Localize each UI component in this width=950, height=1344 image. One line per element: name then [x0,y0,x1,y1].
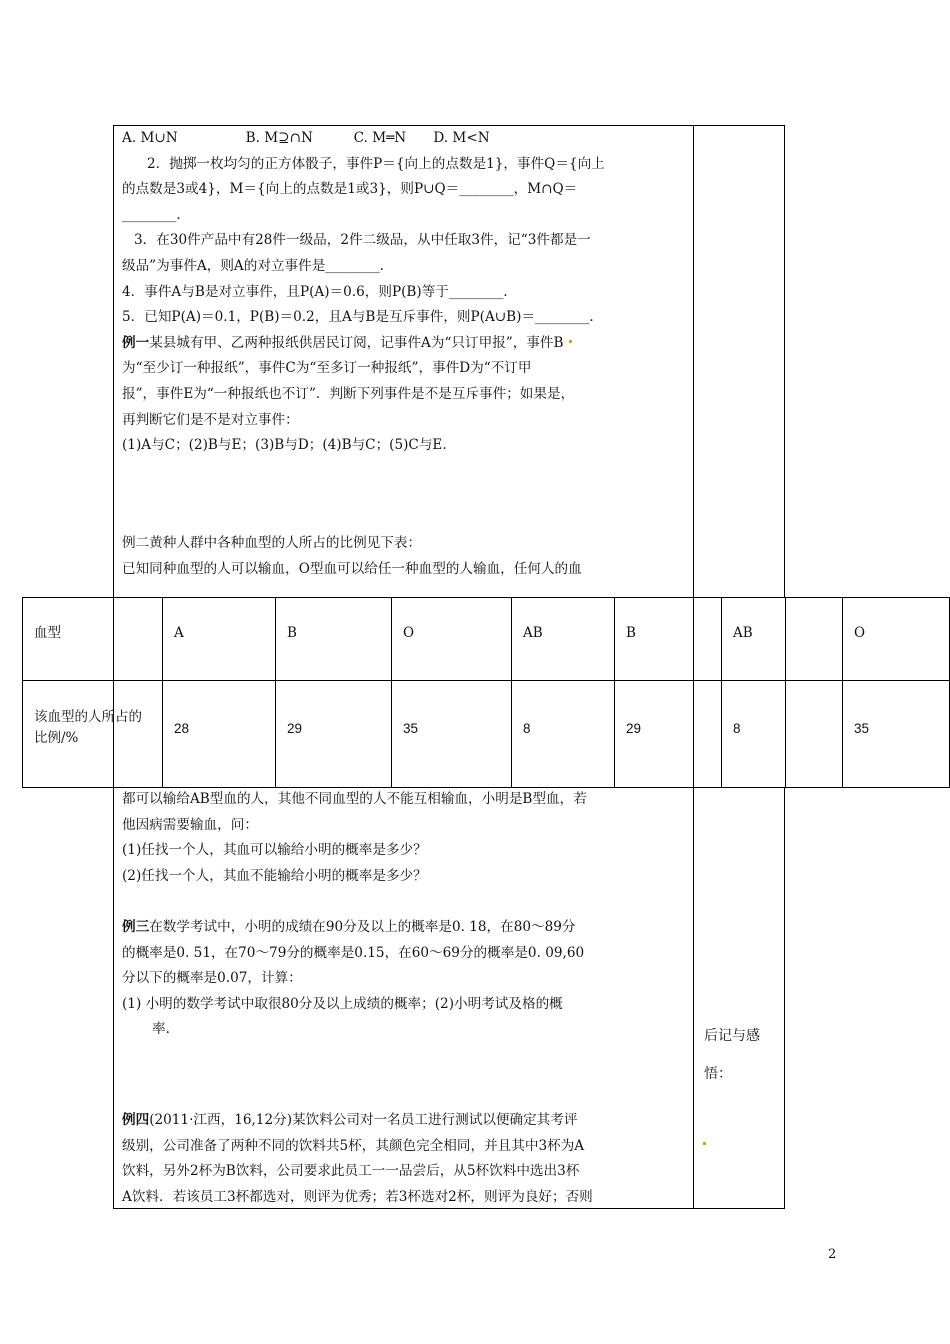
example-1-line-5: (1)A与C；(2)B与E；(3)B与D；(4)B与C；(5)C与E. [122,437,447,454]
example-3-line-3: 分以下的概率是0.07，计算： [122,970,302,987]
marker-dot [703,1142,706,1145]
table-cell: O [403,625,415,641]
afterword-section [704,1020,780,1090]
example-3-line-2: 的概率是0. 51，在70～79分的概率是0.15，在60～69分的概率是0. 09,60 [122,944,585,961]
afterword-line-1: 后记与感 [704,1028,760,1044]
marker-dot [569,340,572,343]
table-col-line [614,597,615,788]
table-cell: AB [523,625,543,641]
table-cell: AB [733,625,753,641]
example-3-line-1: 例三在数学考试中，小明的成绩在90分及以上的概率是0. 18，在80～89分 [122,918,576,935]
spacer [122,889,688,915]
example-1-line-2: 为“至少订一种报纸”，事件C为“至多订一种报纸”，事件D为“不订甲 [122,360,532,377]
table-col-line [511,597,512,788]
question-2-line-2: 的点数是3或4}，M＝{向上的点数是1或3}，则P∪Q＝________，M∩Q＝ [122,181,578,198]
table-col-line [162,597,163,788]
table-cell: 8 [733,721,741,736]
table-header-blood-type: 血型 [34,625,61,641]
upper-column-divider [693,125,694,598]
table-cell: 28 [174,721,190,736]
table-col-line [693,597,694,788]
choice-line: A. M∪N B. M⊇∩N C. M═N D. M<N [122,130,490,146]
question-2-line-1: 2．抛掷一枚均匀的正方体骰子，事件P＝{向上的点数是1}，事件Q＝{向上 [147,155,605,172]
example-1-line-4: 再判断它们是不是对立事件： [122,411,299,428]
table-cell: A [174,625,184,641]
example-2-after-1: 都可以输给AB型血的人，其他不同血型的人不能互相输血，小明是B型血，若 [122,791,587,807]
example-4-block [122,1108,688,1210]
question-2-line-3: ________. [122,206,181,223]
example-4-line-4: A饮料．若该员工3杯都选对，则评为优秀；若3杯选对2杯，则评为良好；否则 [122,1188,593,1205]
example-2-after-2: 他因病需要输血，问： [122,816,258,833]
afterword-line-2: 悟： [704,1066,732,1082]
table-col-line [391,597,392,788]
table-cell: B [626,625,636,641]
question-3-line-1: 3．在30件产品中有28件一级品，2件二级品，从中任取3件，记“3件都是一 [134,232,591,249]
table-cell: B [287,625,297,641]
lower-column-divider [693,787,694,1209]
example-4-line-3: 饮料，另外2杯为B饮料，公司要求此员工一一品尝后，从5杯饮料中选出3杯 [122,1163,580,1180]
example-1-line-3: 报”，事件E为“一种报纸也不订”．判断下列事件是不是互斥事件；如果是， [122,385,575,402]
example-3-line-4: (1) 小明的数学考试中取很80分及以上成绩的概率；(2)小明考试及格的概 [122,995,563,1012]
example-1-line-1: 例一某县城有甲、乙两种报纸供居民订阅，记事件A为“只订甲报”，事件B [122,334,564,351]
example-1-label: 例一 [122,334,150,351]
example-4-label: 例四 [122,1112,150,1128]
question-4: 4．事件A与B是对立事件，且P(A)＝0.6，则P(B)等于________. [122,283,508,300]
example-3-line-5: 率. [152,1021,170,1038]
table-col-line [113,597,114,788]
table-cell: 35 [854,721,870,736]
table-cell: 29 [287,721,303,736]
page-number: 2 [828,1247,837,1262]
example-2-line-2: 已知同种血型的人可以输血，O型血可以给任一种血型的人输血，任何人的血 [122,560,582,577]
question-5: 5．已知P(A)＝0.1，P(B)＝0.2，且A与B是互斥事件，则P(A∪B)＝________. [122,309,594,326]
table-col-line [785,597,786,788]
table-header-proportion: 该血型的人所占的比例/% [34,709,142,746]
example-4-line-1: 例四(2011·江西，16,12分)某饮料公司对一名员工进行测试以便确定其考评 [122,1112,578,1128]
table-col-line [275,597,276,788]
table-cell: 8 [523,721,531,736]
table-col-line [721,597,722,788]
example-2-line-1: 例二黄种人群中各种血型的人所占的比例见下表： [122,535,422,551]
table-cell: 29 [626,721,642,736]
question-3-line-2: 级品”为事件A，则A的对立事件是________. [122,257,384,274]
table-col-line [842,597,843,788]
example-3-label: 例三 [122,918,150,935]
example-2-intro [122,531,688,582]
example-2-question-1: (1)任找一个人，其血可以输给小明的概率是多少？ [122,842,427,859]
example-2-question-2: (2)任找一个人，其血不能输给小明的概率是多少？ [122,867,427,884]
table-cell: O [854,625,866,641]
lower-text-block [122,787,688,1043]
upper-text-block [122,126,688,459]
example-4-line-2: 级别，公司准备了两种不同的饮料共5杯，其颜色完全相同，并且其中3杯为A [122,1137,585,1154]
table-cell: 35 [403,721,419,736]
